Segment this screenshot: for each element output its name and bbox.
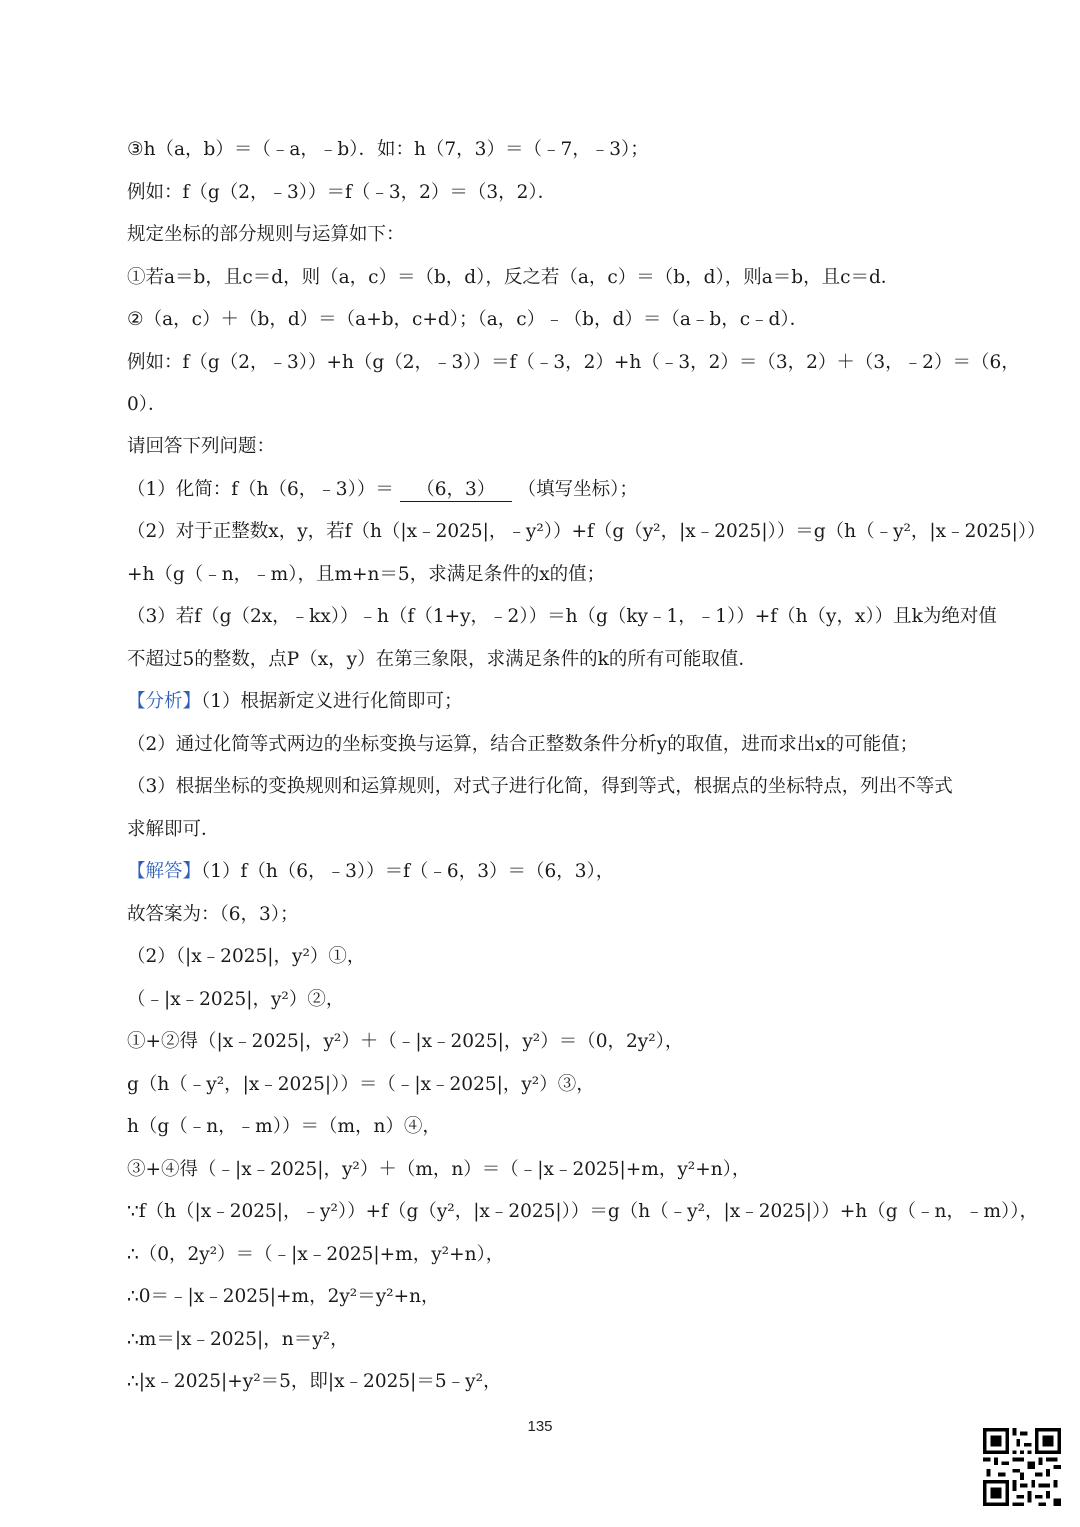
text-line: 例如：f（g（2，﹣3））+h（g（2，﹣3））＝f（﹣3，2）+h（﹣3，2）＝（3，2）＋（3，﹣2）＝（6， <box>127 352 1020 373</box>
text-line: ①+②得（|x﹣2025|，y²）＋（﹣|x﹣2025|，y²）＝（0，2y²）， <box>127 1031 684 1052</box>
analysis-line <box>127 689 463 715</box>
analysis-text: （1）根据新定义进行化简即可； <box>201 691 463 712</box>
text-line: （3）根据坐标的变换规则和运算规则，对式子进行化简，得到等式，根据点的坐标特点，列出不等式 <box>127 776 953 797</box>
text-line: ③h（a，b）＝（﹣a，﹣b）．如：h（7，3）＝（﹣7，﹣3）； <box>127 139 649 160</box>
question-1-suffix: （填写坐标）； <box>517 479 638 500</box>
solution-text: （1）f（h（6，﹣3））＝f（﹣6，3）＝（6，3）， <box>201 861 615 882</box>
text-line: 请回答下列问题： <box>127 436 276 457</box>
question-1-prefix: （1）化简：f（h（6，﹣3））＝ <box>127 479 394 500</box>
text-line: （﹣|x﹣2025|，y²）②， <box>127 989 345 1010</box>
text-line: ∵f（h（|x﹣2025|，﹣y²））+f（g（y²，|x﹣2025|））＝g（h（﹣y²，|x﹣2025|））+h（g（﹣n，﹣m））， <box>127 1201 1038 1222</box>
page-number: 135 <box>527 1418 553 1435</box>
text-line: 规定坐标的部分规则与运算如下： <box>127 224 405 245</box>
text-line: ∴m＝|x﹣2025|，n＝y²， <box>127 1329 349 1350</box>
text-line: ②（a，c）＋（b，d）＝（a+b，c+d）；（a，c）﹣（b，d）＝（a﹣b，c﹣d）． <box>127 309 809 330</box>
text-line: （2）（|x﹣2025|，y²）①， <box>127 946 366 967</box>
text-line: ∴0＝﹣|x﹣2025|+m，2y²＝y²+n， <box>127 1286 440 1307</box>
text-line: （2）对于正整数x，y，若f（h（|x﹣2025|，﹣y²））+f（g（y²，|x﹣2025|））＝g（h（﹣y²，|x﹣2025|）） <box>127 521 1046 542</box>
text-line: ∴（0，2y²）＝（﹣|x﹣2025|+m，y²+n）， <box>127 1244 505 1265</box>
text-line: 求解即可． <box>127 819 220 840</box>
solution-line <box>127 859 614 885</box>
text-line: h（g（﹣n，﹣m））＝（m，n）④， <box>127 1116 441 1137</box>
text-line: ∴|x﹣2025|+y²＝5，即|x﹣2025|＝5﹣y²， <box>127 1371 502 1392</box>
solution-tag: 【解答】 <box>127 861 202 882</box>
text-line: （3）若f（g（2x，﹣kx））﹣h（f（1+y，﹣2））＝h（g（ky﹣1，﹣1））+f（h（y，x））且k为绝对值 <box>127 606 997 627</box>
text-line: ①若a＝b，且c＝d，则（a，c）＝（b，d），反之若（a，c）＝（b，d），则a＝b，且c＝d． <box>127 267 900 288</box>
answer-blank: （6，3） <box>400 479 512 502</box>
question-1-line <box>127 477 638 503</box>
text-line: 不超过5的整数，点P（x，y）在第三象限，求满足条件的k的所有可能取值． <box>127 649 757 670</box>
text-line: ③+④得（﹣|x﹣2025|，y²）＋（m，n）＝（﹣|x﹣2025|+m，y²+n）， <box>127 1159 751 1180</box>
text-line: 故答案为：（6，3）； <box>127 904 299 925</box>
text-line: 0）． <box>127 394 167 415</box>
text-line: g（h（﹣y²，|x﹣2025|））＝（﹣|x﹣2025|，y²）③， <box>127 1074 595 1095</box>
text-line: 例如：f（g（2，﹣3））＝f（﹣3，2）＝（3，2）． <box>127 182 557 203</box>
qr-code-icon <box>983 1428 1061 1506</box>
analysis-tag: 【分析】 <box>127 691 202 712</box>
text-line: +h（g（﹣n，﹣m），且m+n＝5，求满足条件的x的值； <box>127 564 606 585</box>
text-line: （2）通过化简等式两边的坐标变换与运算，结合正整数条件分析y的取值，进而求出x的可能值； <box>127 734 919 755</box>
